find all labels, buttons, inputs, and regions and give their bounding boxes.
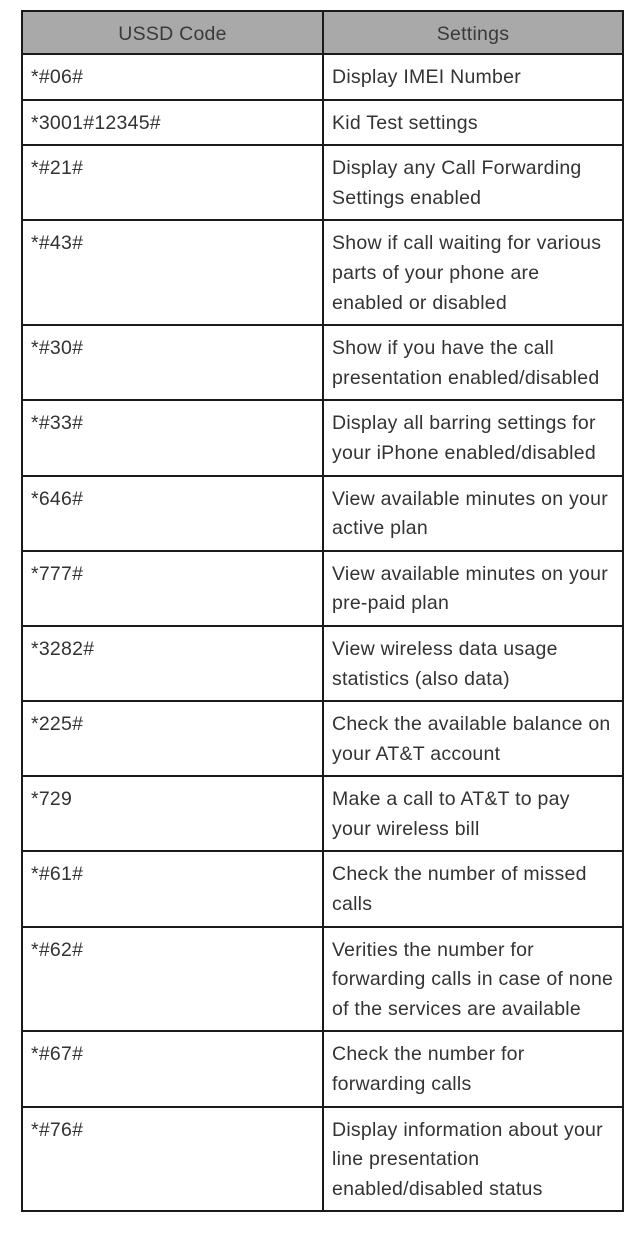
- setting-description-cell: Make a call to AT&T to pay your wireless bill: [323, 776, 623, 851]
- table-row: [22, 1031, 623, 1106]
- table-row: [22, 626, 623, 701]
- setting-description-cell: Display all barring settings for your iPhone enabled/disabled: [323, 400, 623, 475]
- table-body: [22, 54, 623, 1211]
- table-row: [22, 400, 623, 475]
- setting-description-cell: View wireless data usage statistics (also data): [323, 626, 623, 701]
- setting-description-cell: Verities the number for forwarding calls in case of none of the services are available: [323, 927, 623, 1032]
- table-row: [22, 927, 623, 1032]
- column-header-settings: Settings: [323, 11, 623, 54]
- ussd-code-cell: *3282#: [22, 626, 323, 701]
- ussd-codes-table-container: [21, 10, 622, 1212]
- setting-description-cell: Display any Call Forwarding Settings enabled: [323, 145, 623, 220]
- setting-description-cell: Kid Test settings: [323, 100, 623, 146]
- column-header-ussd-code: USSD Code: [22, 11, 323, 54]
- setting-description-cell: View available minutes on your active plan: [323, 476, 623, 551]
- setting-description-cell: Show if call waiting for various parts of your phone are enabled or disabled: [323, 220, 623, 325]
- ussd-code-cell: *#67#: [22, 1031, 323, 1106]
- table-row: [22, 701, 623, 776]
- setting-description-cell: Check the number of missed calls: [323, 851, 623, 926]
- ussd-code-cell: *#33#: [22, 400, 323, 475]
- setting-description-cell: View available minutes on your pre-paid plan: [323, 551, 623, 626]
- table-row: [22, 100, 623, 146]
- ussd-code-cell: *729: [22, 776, 323, 851]
- ussd-code-cell: *777#: [22, 551, 323, 626]
- ussd-code-cell: *225#: [22, 701, 323, 776]
- table-row: [22, 851, 623, 926]
- setting-description-cell: Check the available balance on your AT&T account: [323, 701, 623, 776]
- table-row: [22, 325, 623, 400]
- table-row: [22, 54, 623, 100]
- ussd-codes-table: [21, 10, 624, 1212]
- ussd-code-cell: *3001#12345#: [22, 100, 323, 146]
- setting-description-cell: Show if you have the call presentation enabled/disabled: [323, 325, 623, 400]
- table-row: [22, 776, 623, 851]
- ussd-code-cell: *#06#: [22, 54, 323, 100]
- table-row: [22, 1107, 623, 1212]
- table-row: [22, 476, 623, 551]
- ussd-code-cell: *#43#: [22, 220, 323, 325]
- ussd-code-cell: *#62#: [22, 927, 323, 1032]
- table-row: [22, 145, 623, 220]
- ussd-code-cell: *#30#: [22, 325, 323, 400]
- header-row: [22, 11, 623, 54]
- setting-description-cell: Display IMEI Number: [323, 54, 623, 100]
- ussd-code-cell: *#76#: [22, 1107, 323, 1212]
- ussd-code-cell: *#61#: [22, 851, 323, 926]
- ussd-code-cell: *#21#: [22, 145, 323, 220]
- table-row: [22, 551, 623, 626]
- setting-description-cell: Check the number for forwarding calls: [323, 1031, 623, 1106]
- ussd-code-cell: *646#: [22, 476, 323, 551]
- setting-description-cell: Display information about your line presentation enabled/disabled status: [323, 1107, 623, 1212]
- table-row: [22, 220, 623, 325]
- table-header: [22, 11, 623, 54]
